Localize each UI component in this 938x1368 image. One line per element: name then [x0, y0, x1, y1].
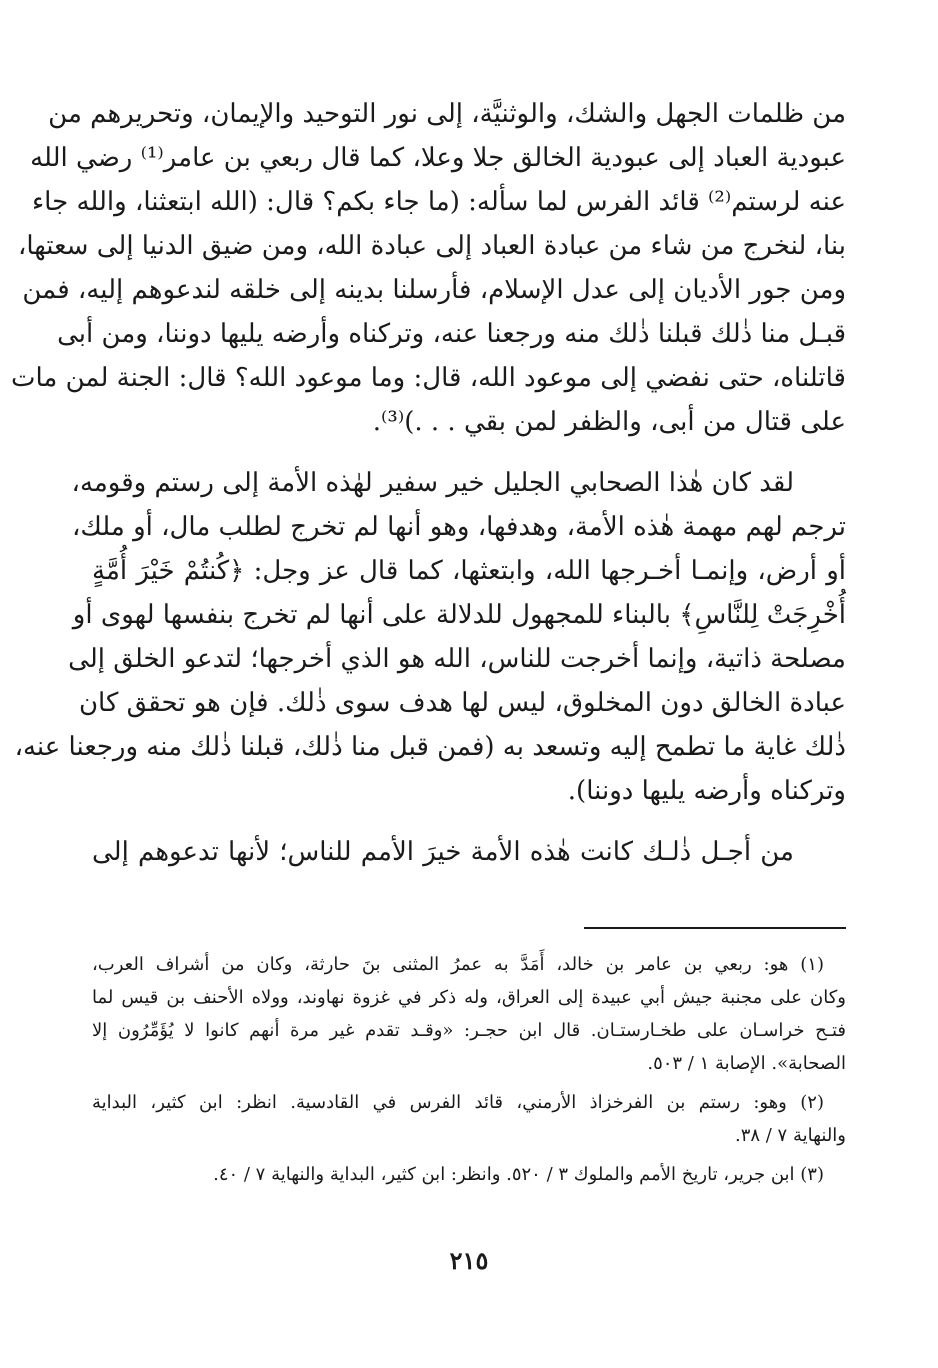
text-line: بنا، لنخرج من شاء من عبادة العباد إلى عبادة الله، ومن ضيق الدنيا إلى سعتها،	[17, 231, 846, 261]
footnotes	[92, 948, 846, 1191]
paragraph-1	[11, 92, 846, 444]
text-line: على قتال من أبى، والظفر لمن بقي . . .)⁽³⁾.	[372, 407, 846, 437]
text-line: ترجم لهم مهمة هٰذه الأمة، وهدفها، وهو أنها لم تخرج لطلب مال، أو ملك،	[72, 512, 846, 542]
footnote-1	[92, 948, 846, 1080]
text-line: عبادة الخالق دون المخلوق، ليس لها هدف سوى ذٰلك. فإن هو تحقق كان	[78, 688, 846, 718]
footnote-line: (٣) ابن جرير، تاريخ الأمم والملوك ٣ / ٥٢٠. وانظر: ابن كثير، البداية والنهاية ٧ / ٤٠.	[213, 1164, 824, 1185]
text-line: عبودية العباد إلى عبودية الخالق جلا وعلا، كما قال ربعي بن عامر⁽¹⁾ رضي الله	[30, 143, 846, 173]
text-line: عنه لرستم⁽²⁾ قائد الفرس لما سأله: (ما جاء بكم؟ قال: (الله ابتعثنا، والله جاء	[31, 187, 846, 217]
page-number: ٢١٥	[449, 1246, 489, 1275]
footnote-3	[92, 1158, 846, 1191]
text-line: من أجـل ذٰلـك كانت هٰذه الأمة خيرَ الأمم للناس؛ لأنها تدعوهم إلى	[92, 837, 794, 867]
footnote-line: والنهاية ٧ / ٣٨.	[734, 1125, 846, 1146]
paragraph-3	[92, 830, 846, 874]
paragraph-2	[14, 461, 846, 813]
footnote-line: الصحابة». الإصابة ١ / ٥٠٣.	[647, 1053, 846, 1074]
footnote-line: وكان على مجنبة جيش أبي عبيدة إلى العراق، وله ذكر في غزوة نهاوند، وولاه الأحنف بن قيس لما	[92, 987, 846, 1008]
text-line: لقد كان هٰذا الصحابي الجليل خير سفير لهٰذه الأمة إلى رستم وقومه،	[71, 468, 794, 498]
text-line: مصلحة ذاتية، وإنما أخرجت للناس، الله هو الذي أخرجها؛ لتدعو الخلق إلى	[68, 644, 846, 674]
footnote-separator	[584, 927, 846, 929]
footnote-line: (٢) وهو: رستم بن الفرخزاذ الأرمني، قائد الفرس في القادسية. انظر: ابن كثير، البداية	[92, 1092, 824, 1113]
text-line: أو أرض، وإنمـا أخـرجها الله، وابتعثها، كما قال عز وجل: ﴿كُنتُمْ خَيْرَ أُمَّةٍ	[92, 556, 846, 586]
footnote-line: (١) هو: ربعي بن عامر بن خالد، أَمَدَّ به عمرُ المثنى بنَ حارثة، وكان من أشراف العرب،	[92, 954, 824, 975]
text-line: من ظلمات الجهل والشك، والوثنيَّة، إلى نور التوحيد والإيمان، وتحريرهم من	[48, 99, 846, 129]
footnote-2	[92, 1086, 846, 1152]
text-line: وتركناه وأرضه يليها دوننا).	[567, 776, 846, 806]
footnote-line: فتـح خراسـان على طخـارستـان. قال ابن حجـر: «وقـد تقدم غير مرة أنهم كانوا لا يُؤَمِّرُون إلا	[92, 1020, 846, 1041]
text-line: أُخْرِجَتْ لِلنَّاسِ﴾ بالبناء للمجهول للدلالة على أنها لم تخرج بنفسها لهوى أو	[72, 600, 846, 630]
text-line: ومن جور الأديان إلى عدل الإسلام، فأرسلنا بدينه إلى خلقه لندعوهم إليه، فمن	[22, 275, 846, 305]
text-line: قاتلناه، حتى نفضي إلى موعود الله، قال: وما موعود الله؟ قال: الجنة لمن مات	[11, 363, 846, 393]
main-text	[11, 92, 846, 874]
text-line: ذٰلك غاية ما تطمح إليه وتسعد به (فمن قبل منا ذٰلك، قبلنا ذٰلك منه ورجعنا عنه،	[14, 732, 846, 762]
text-line: قبـل منا ذٰلك قبلنا ذٰلك منه ورجعنا عنه، وتركناه وأرضه يليها دوننا، ومن أبى	[57, 319, 846, 349]
